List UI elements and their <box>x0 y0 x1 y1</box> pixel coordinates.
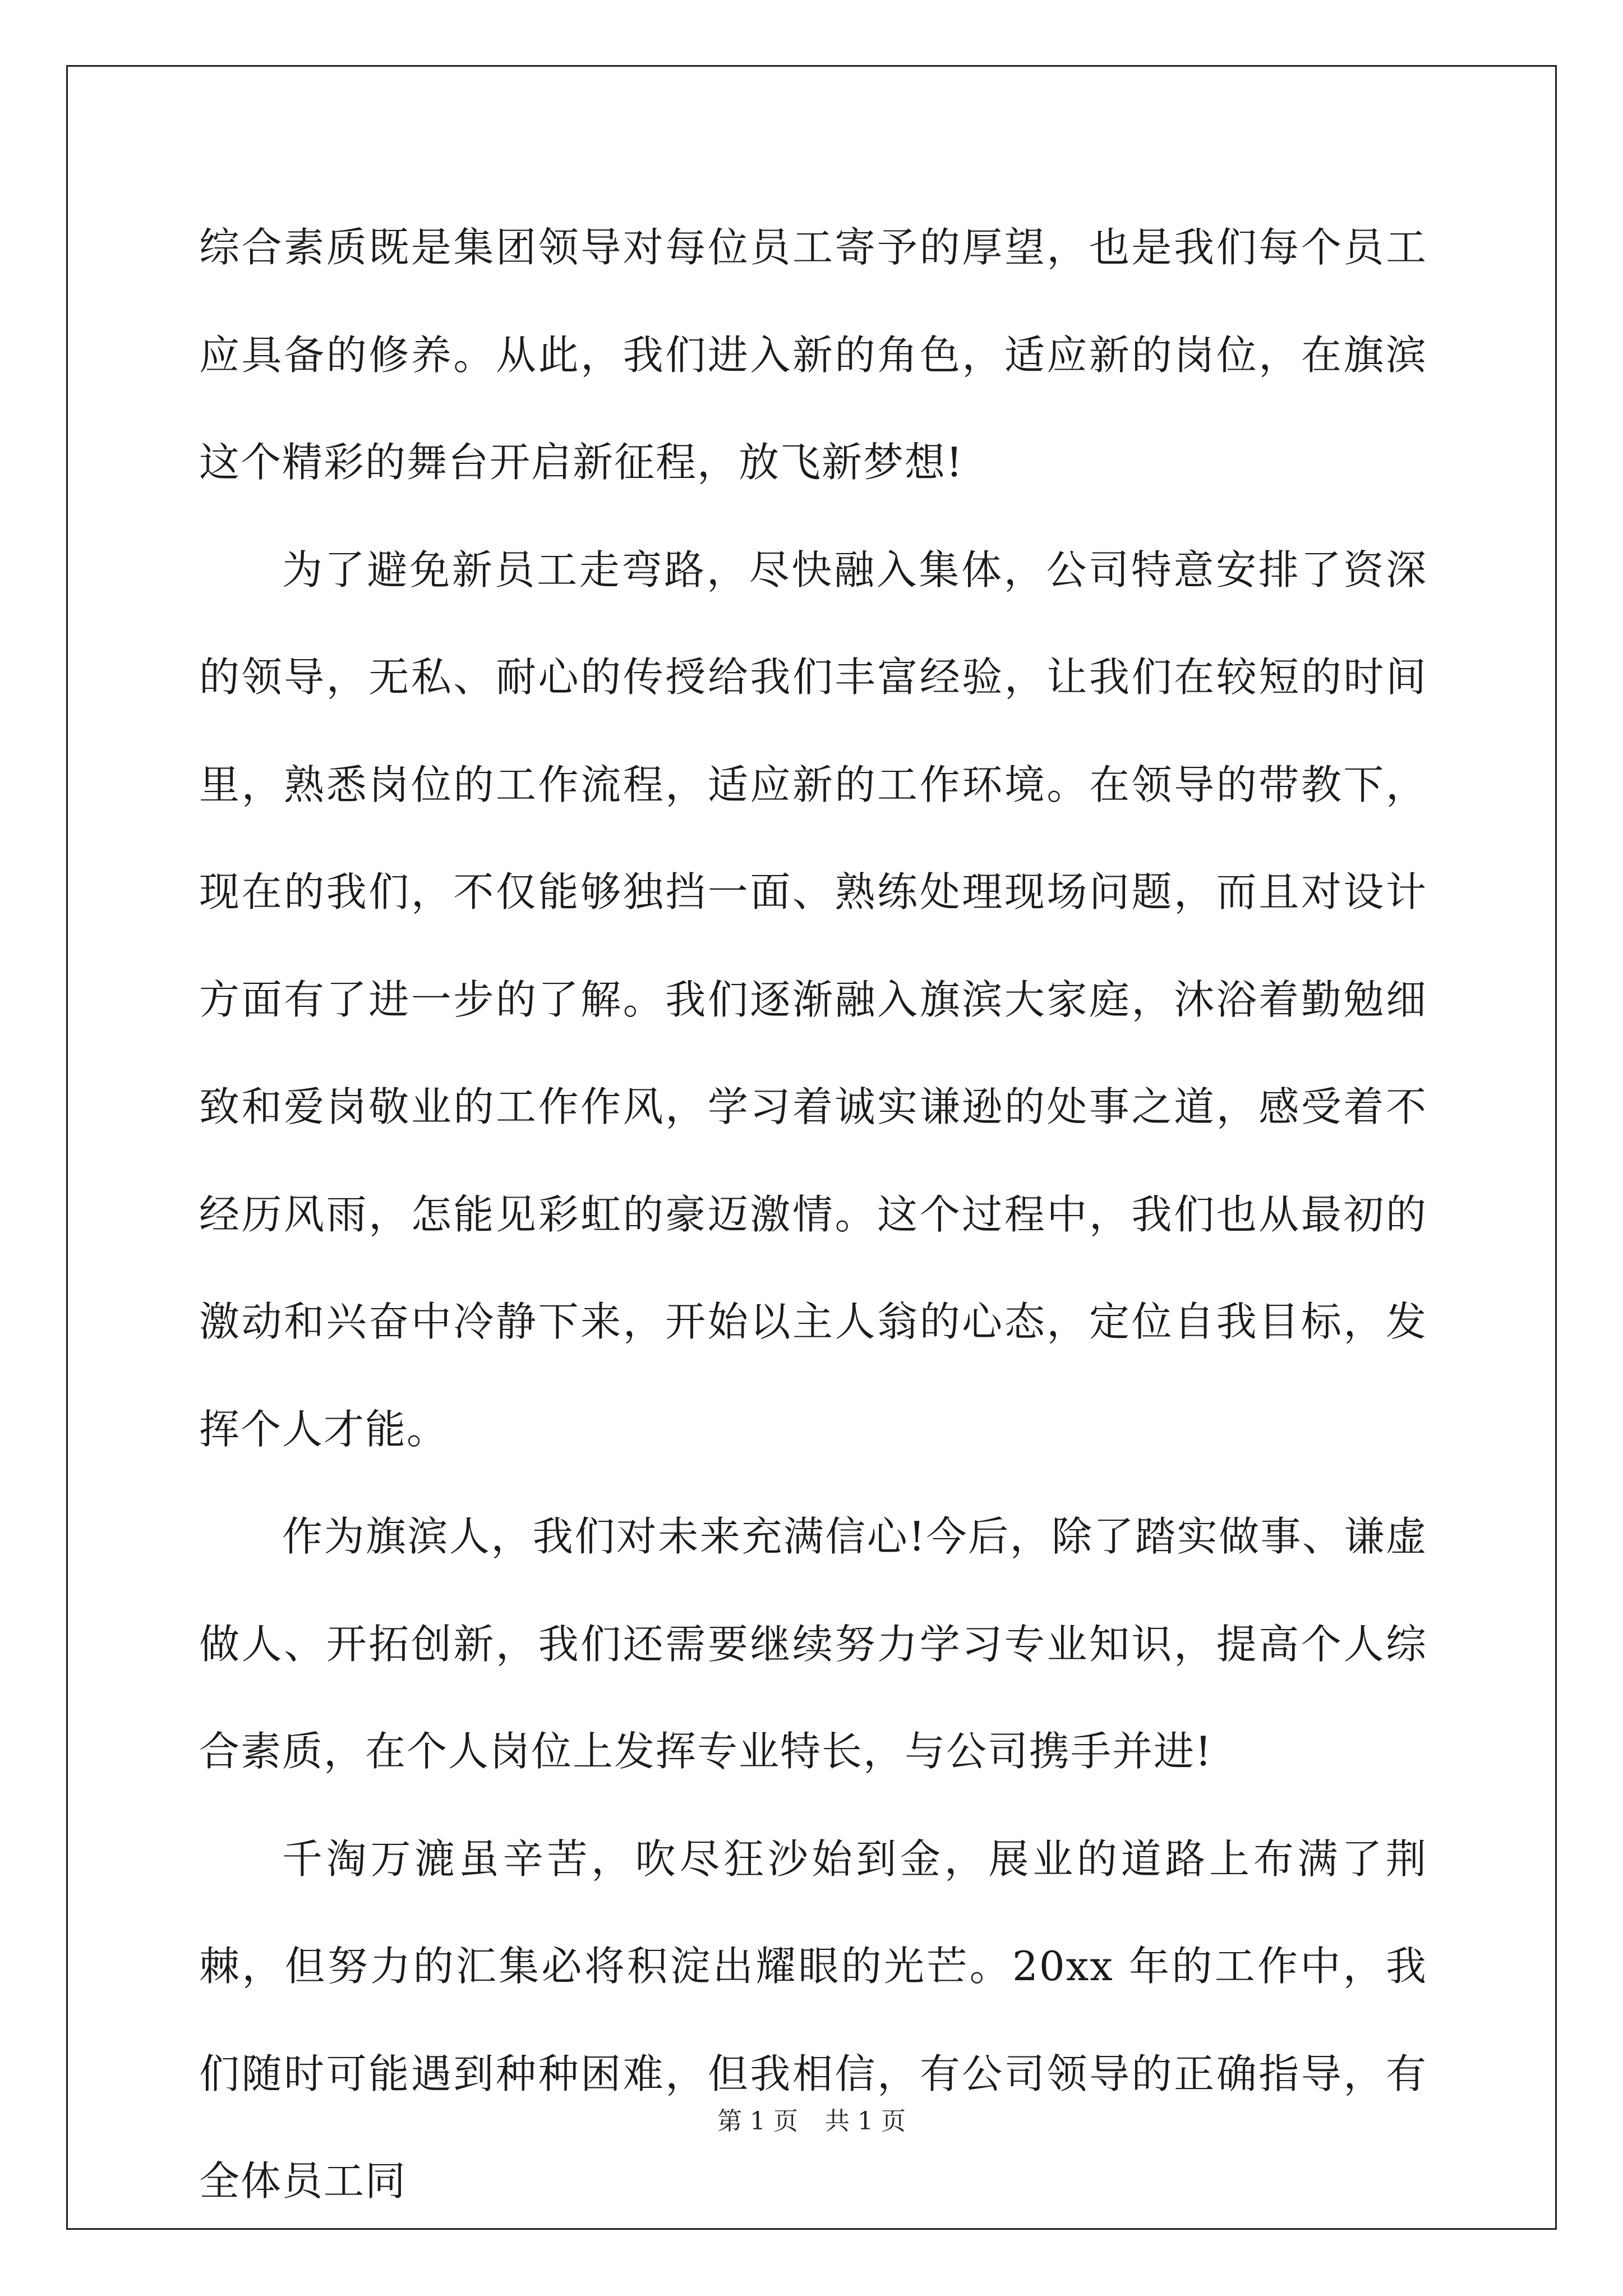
paragraph-3: 作为旗滨人，我们对未来充满信心!今后，除了踏实做事、谦虚做人、开拓创新，我们还需要继续努力学习专业知识，提高个人综合素质，在个人岗位上发挥专业特长，与公司携手并进! <box>199 1513 1427 1775</box>
paragraph-2: 为了避免新员工走弯路，尽快融入集体，公司特意安排了资深的领导，无私、耐心的传授给我们丰富经验，让我们在较短的时间里，熟悉岗位的工作流程，适应新的工作环境。在领导的带教下，现在的我们，不仅能够独挡一面、熟练处理现场问题，而且对设计方面有了进一步的了解。我们逐渐融入旗滨大家庭，沐浴着勤勉细致和爱岗敬业的工作作风，学习着诚实谦逊的处事之道，感受着不经历风雨，怎能见彩虹的豪迈激情。这个过程中，我们也从最初的激动和兴奋中冷静下来，开始以主人翁的心态，定位自我目标，发挥个人才能。 <box>199 546 1427 1453</box>
page-total: 共 1 页 <box>825 2107 906 2136</box>
paragraph-4: 千淘万漉虽辛苦，吹尽狂沙始到金，展业的道路上布满了荆棘，但努力的汇集必将积淀出耀眼的光芒。20xx 年的工作中，我们随时可能遇到种种困难，但我相信，有公司领导的正确指导，有全体员工同 <box>199 1835 1427 2205</box>
page-footer <box>0 2105 1623 2138</box>
paragraph-1: 综合素质既是集团领导对每位员工寄予的厚望，也是我们每个员工应具备的修养。从此，我们进入新的角色，适应新的岗位，在旗滨这个精彩的舞台开启新征程，放飞新梦想! <box>199 224 1427 486</box>
page-number: 第 1 页 <box>717 2107 798 2136</box>
document-body <box>199 194 1427 2235</box>
